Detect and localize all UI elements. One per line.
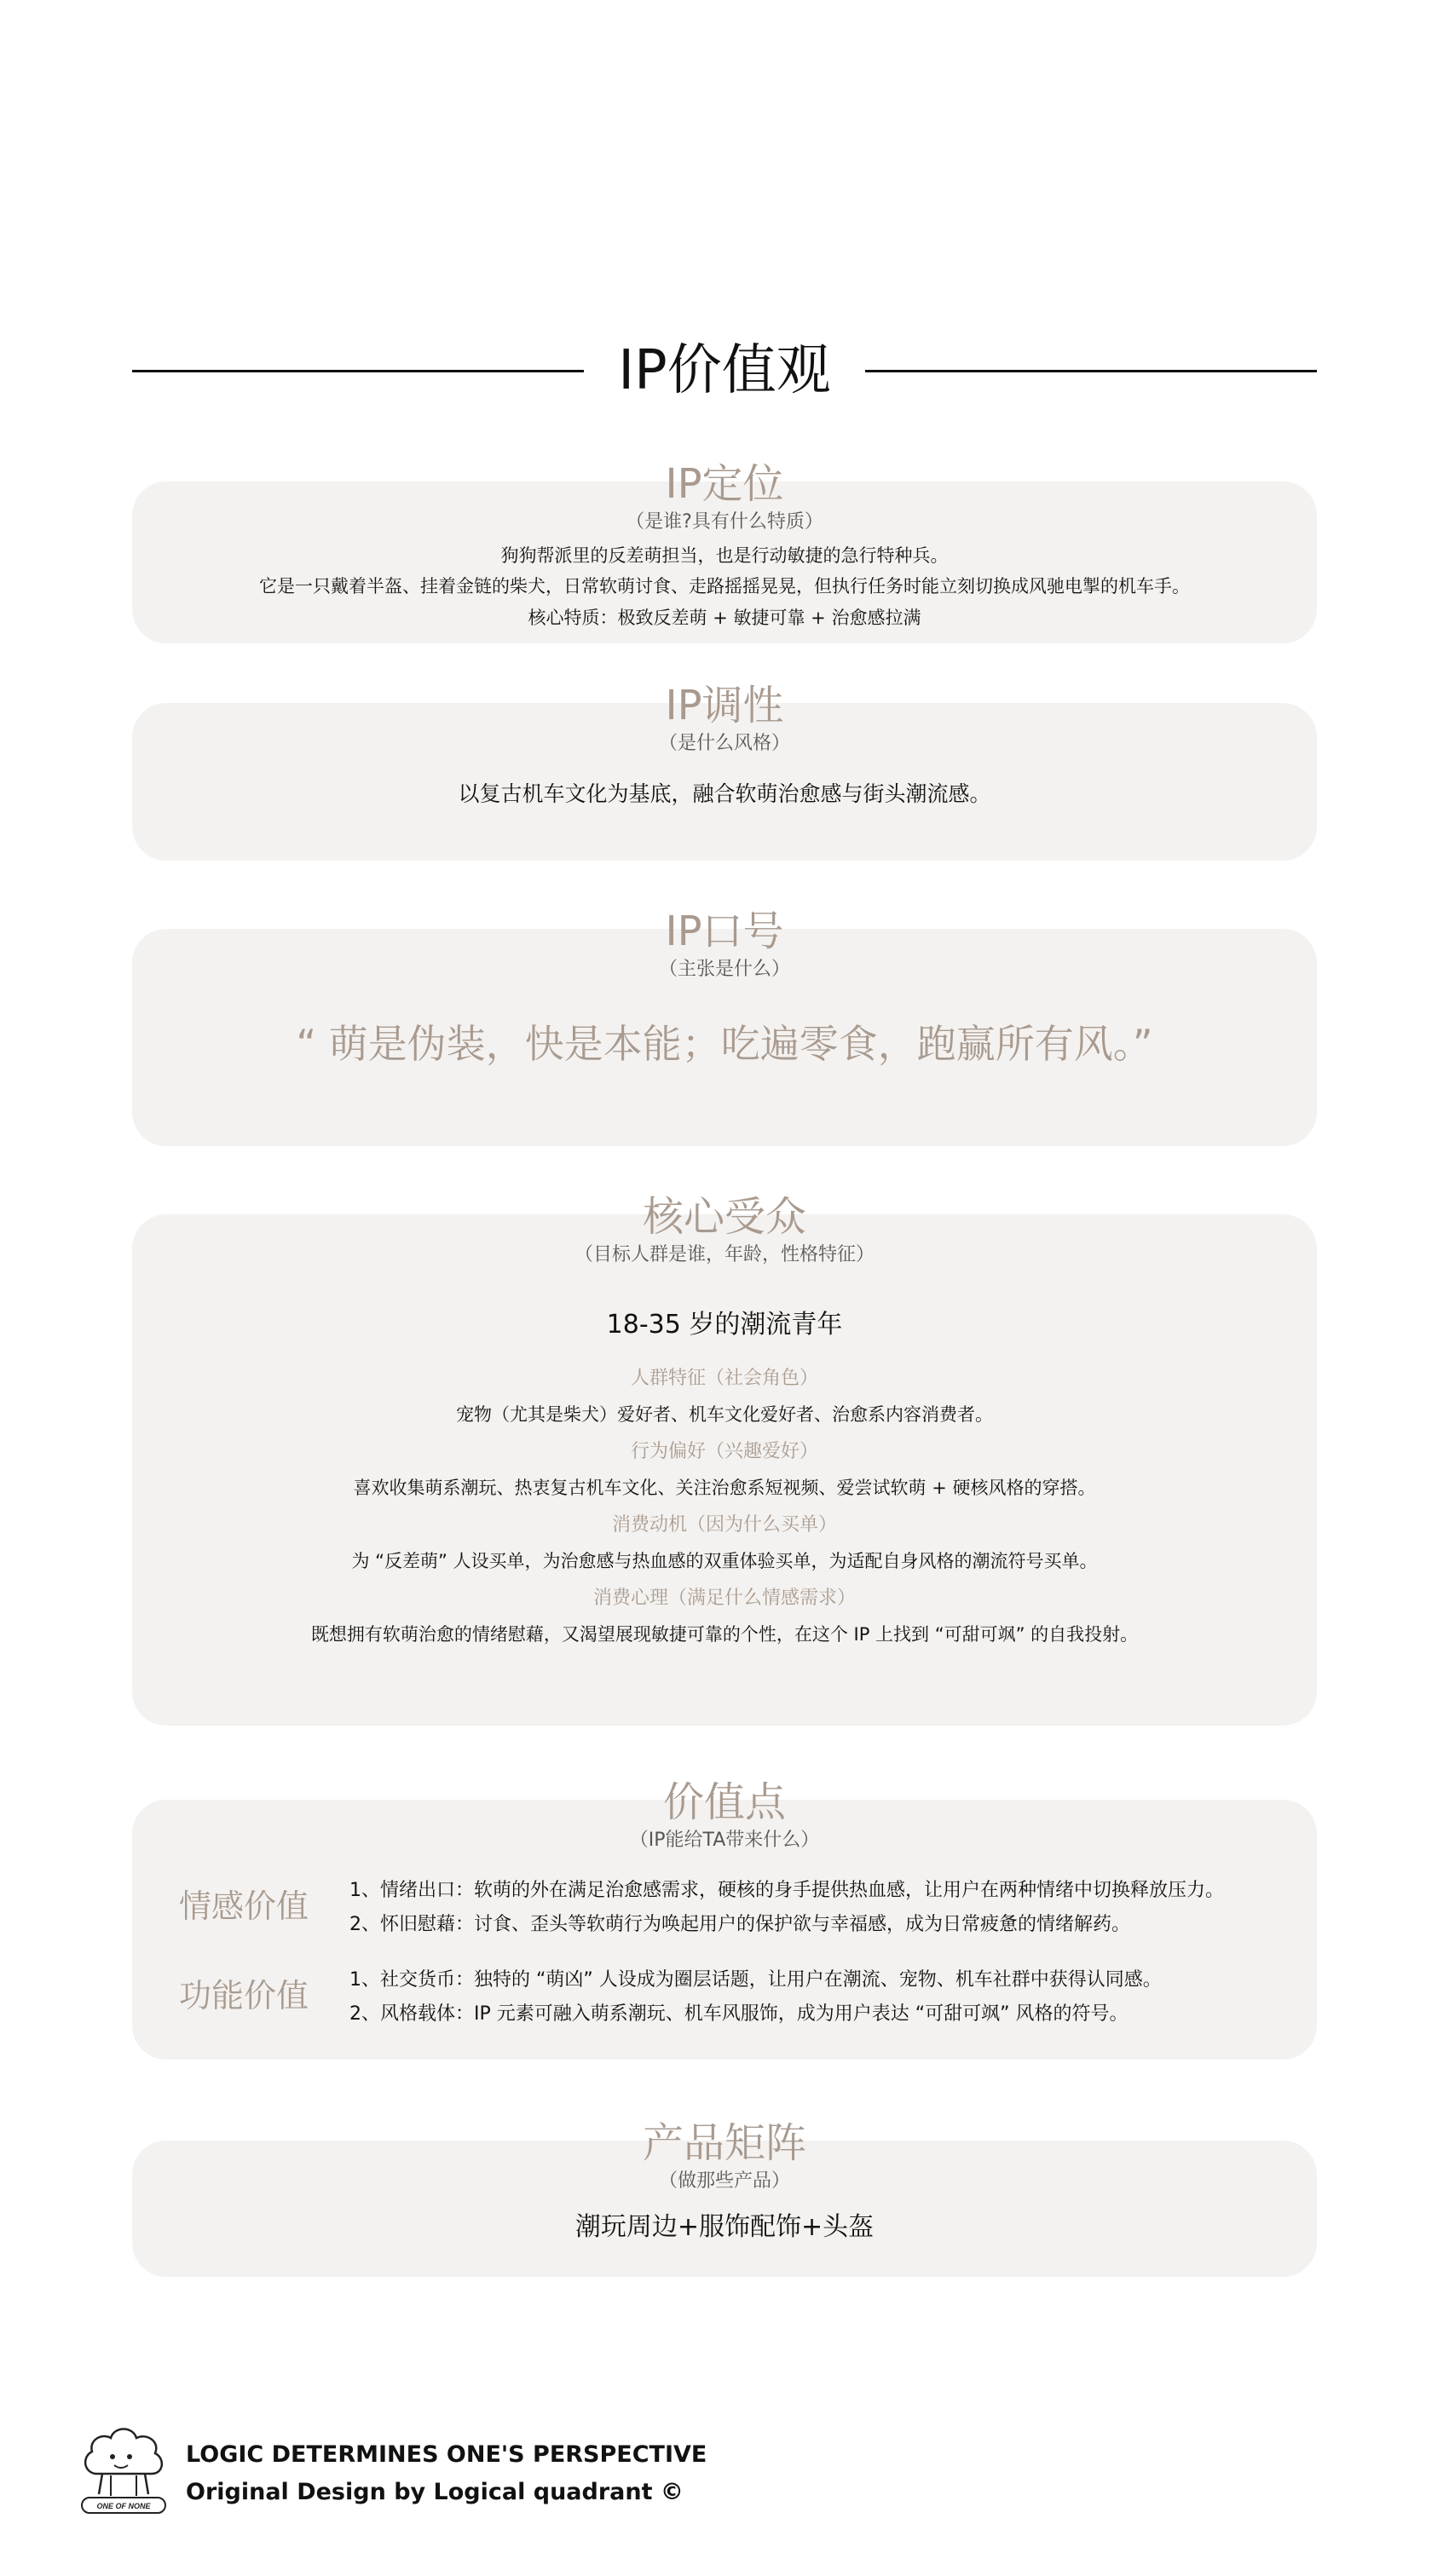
products-heading: 产品矩阵 [642,2119,806,2167]
audience-group-label-4: 消费心理（满足什么情感需求） [592,1588,856,1609]
tone-sub: （是什么风格） [658,733,790,754]
svg-text:ONE OF NONE: ONE OF NONE [96,2502,151,2510]
audience-group-text-4: 既想拥有软萌治愈的情绪慰藉，又渴望展现敏捷可靠的个性，在这个 IP 上找到 “可甜可飒” 的自我投射。 [310,1624,1139,1645]
audience-card [132,1193,1317,1726]
section-title [132,324,1317,418]
tone-card [132,682,1317,861]
audience-sub: （目标人群是谁，年龄，性格特征） [574,1244,875,1265]
emotional-value-item-1: 1、情绪出口：软萌的外在满足治愈感需求，硬核的身手提供热血感，让用户在两种情绪中切换释放压力。 [349,1880,1225,1901]
positioning-line-3: 核心特质：极致反差萌 + 敏捷可靠 + 治愈感拉满 [528,608,921,628]
slogan-sub: （主张是什么） [658,959,790,980]
tone-heading: IP调性 [665,682,784,729]
audience-group-label-3: 消费动机（因为什么买单） [611,1514,837,1536]
positioning-line-1: 狗狗帮派里的反差萌担当，也是行动敏捷的急行特种兵。 [500,545,949,566]
values-sub: （IP能给TA带来什么） [629,1830,820,1851]
positioning-line-2: 它是一只戴着半盔、挂着金链的柴犬，日常软萌讨食、走路摇摇晃晃，但执行任务时能立刻切换成风驰电掣的机车手。 [259,576,1190,596]
audience-main: 18-35 岁的潮流青年 [606,1310,843,1340]
page-title: IP价值观 [618,339,831,402]
functional-value-label: 功能价值 [179,1977,309,2014]
positioning-card [132,460,1317,643]
products-card [132,2119,1317,2277]
slogan-card [132,908,1317,1146]
values-heading: 价值点 [662,1778,786,1826]
audience-heading: 核心受众 [642,1193,806,1241]
slogan-text: “ 萌是伪装，快是本能；吃遍零食，跑赢所有风。” [296,1021,1153,1067]
products-main: 潮玩周边+服饰配饰+头盔 [574,2212,875,2242]
audience-group-text-3: 为 “反差萌” 人设买单，为治愈感与热血感的双重体验买单，为适配自身风格的潮流符号买单。 [351,1551,1098,1571]
footer-tagline: LOGIC DETERMINES ONE'S PERSPECTIVE [186,2441,707,2468]
audience-group-label-1: 人群特征（社会角色） [630,1368,818,1389]
positioning-sub: （是谁?具有什么特质） [626,511,823,533]
emotional-value-label: 情感价值 [179,1887,309,1925]
positioning-heading: IP定位 [665,460,784,508]
functional-value-item-1: 1、社交货币：独特的 “萌凶” 人设成为圈层话题，让用户在潮流、宠物、机车社群中获得认同感。 [349,1969,1162,1991]
audience-group-text-1: 宠物（尤其是柴犬）爱好者、机车文化爱好者、治愈系内容消费者。 [456,1404,993,1425]
emotional-value-item-2: 2、怀旧慰藉：讨食、歪头等软萌行为唤起用户的保护欲与幸福感，成为日常疲惫的情绪解药。 [349,1914,1131,1935]
audience-group-label-2: 行为偏好（兴趣爱好） [630,1441,818,1462]
brand-logo-icon [77,2416,170,2518]
products-sub: （做那些产品） [658,2170,790,2192]
values-card [132,1778,1317,2060]
tone-line: 以复古机车文化为基底，融合软萌治愈感与街头潮流感。 [458,781,991,806]
audience-group-text-2: 喜欢收集萌系潮玩、热衷复古机车文化、关注治愈系短视频、爱尝试软萌 + 硬核风格的穿搭。 [353,1478,1096,1498]
functional-value-item-2: 2、风格载体：IP 元素可融入萌系潮玩、机车风服饰，成为用户表达 “可甜可飒” 风格的符号。 [349,2003,1129,2025]
slogan-heading: IP口号 [665,908,784,955]
title-divider-right [865,370,1317,372]
footer [77,2416,844,2518]
footer-credit: Original Design by Logical quadrant © [186,2479,684,2505]
